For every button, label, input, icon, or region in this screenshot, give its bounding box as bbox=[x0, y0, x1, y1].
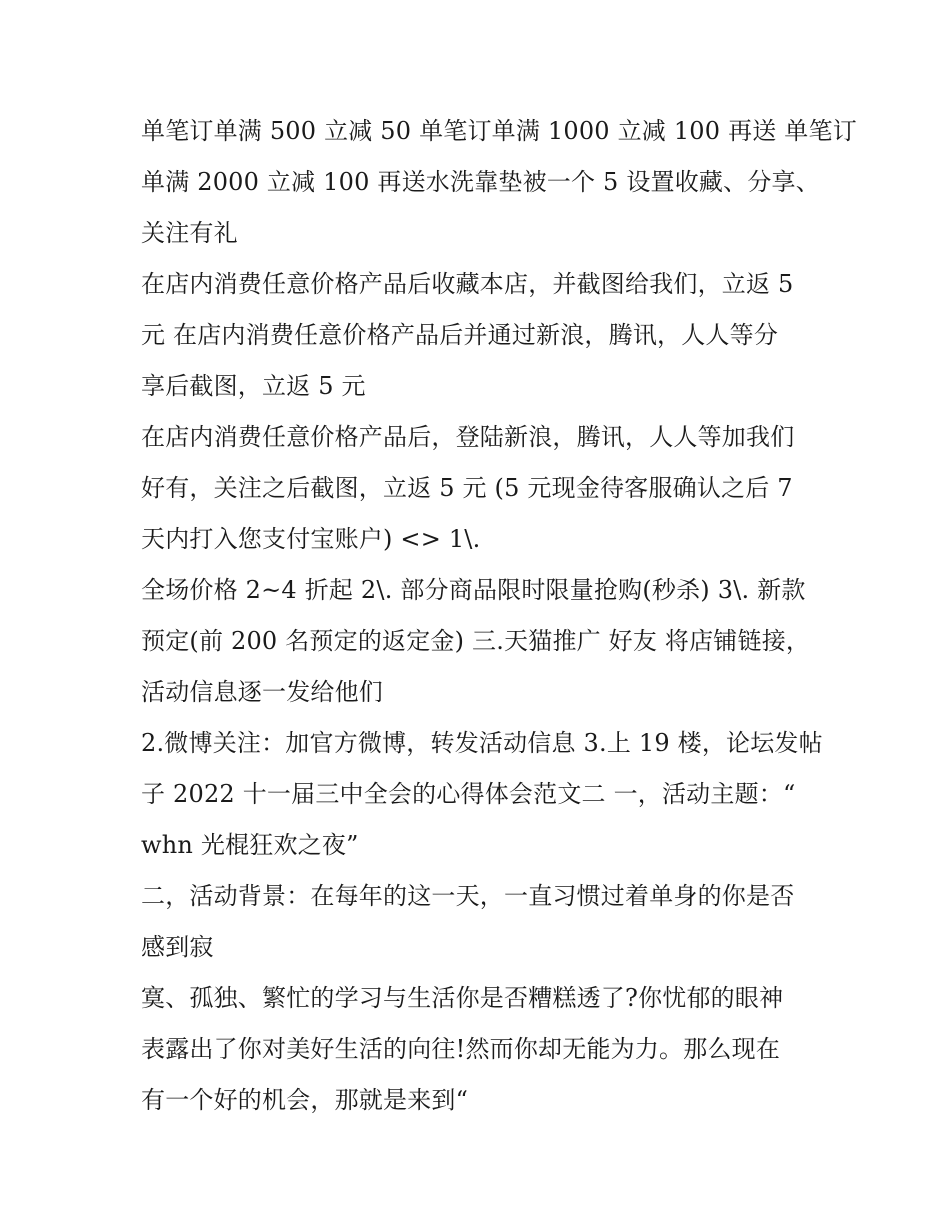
text-line: 表露出了你对美好生活的向往!然而你却无能为力。那么现在 bbox=[141, 1035, 781, 1063]
text-line: 活动信息逐一发给他们 bbox=[141, 678, 383, 706]
text-line: 预定(前 200 名预定的返定金) 三.天猫推广 好友 将店铺链接， bbox=[141, 627, 811, 655]
text-line: 感到寂 bbox=[141, 933, 214, 961]
text-line: 好有，关注之后截图，立返 5 元 (5 元现金待客服确认之后 7 bbox=[141, 474, 793, 502]
text-line: 享后截图，立返 5 元 bbox=[141, 372, 366, 400]
text-line: 单笔订单满 500 立减 50 单笔订单满 1000 立减 100 再送 单笔订 bbox=[141, 117, 857, 145]
text-line: 子 2022 十一届三中全会的心得体会范文二 一，活动主题：“ bbox=[141, 780, 796, 808]
text-line: 在店内消费任意价格产品后收藏本店，并截图给我们，立返 5 bbox=[141, 270, 794, 298]
text-line: 二，活动背景：在每年的这一天，一直习惯过着单身的你是否 bbox=[141, 882, 795, 910]
text-line: 全场价格 2~4 折起 2\. 部分商品限时限量抢购(秒杀) 3\. 新款 bbox=[141, 576, 806, 604]
body-text bbox=[141, 106, 857, 1126]
text-line: 寞、孤独、繁忙的学习与生活你是否糟糕透了?你忧郁的眼神 bbox=[141, 984, 784, 1012]
text-line: 有一个好的机会，那就是来到“ bbox=[141, 1086, 469, 1114]
text-line: 元 在店内消费任意价格产品后并通过新浪，腾讯，人人等分 bbox=[141, 321, 779, 349]
text-line: 关注有礼 bbox=[141, 219, 238, 247]
text-line: 2.微博关注：加官方微博，转发活动信息 3.上 19 楼，论坛发帖 bbox=[141, 729, 823, 757]
text-line: 单满 2000 立减 100 再送水洗靠垫被一个 5 设置收藏、分享、 bbox=[141, 168, 820, 196]
text-line: 在店内消费任意价格产品后，登陆新浪，腾讯，人人等加我们 bbox=[141, 423, 795, 451]
text-line: whn 光棍狂欢之夜” bbox=[141, 831, 359, 859]
text-line: 天内打入您支付宝账户) <> 1\. bbox=[141, 525, 481, 553]
